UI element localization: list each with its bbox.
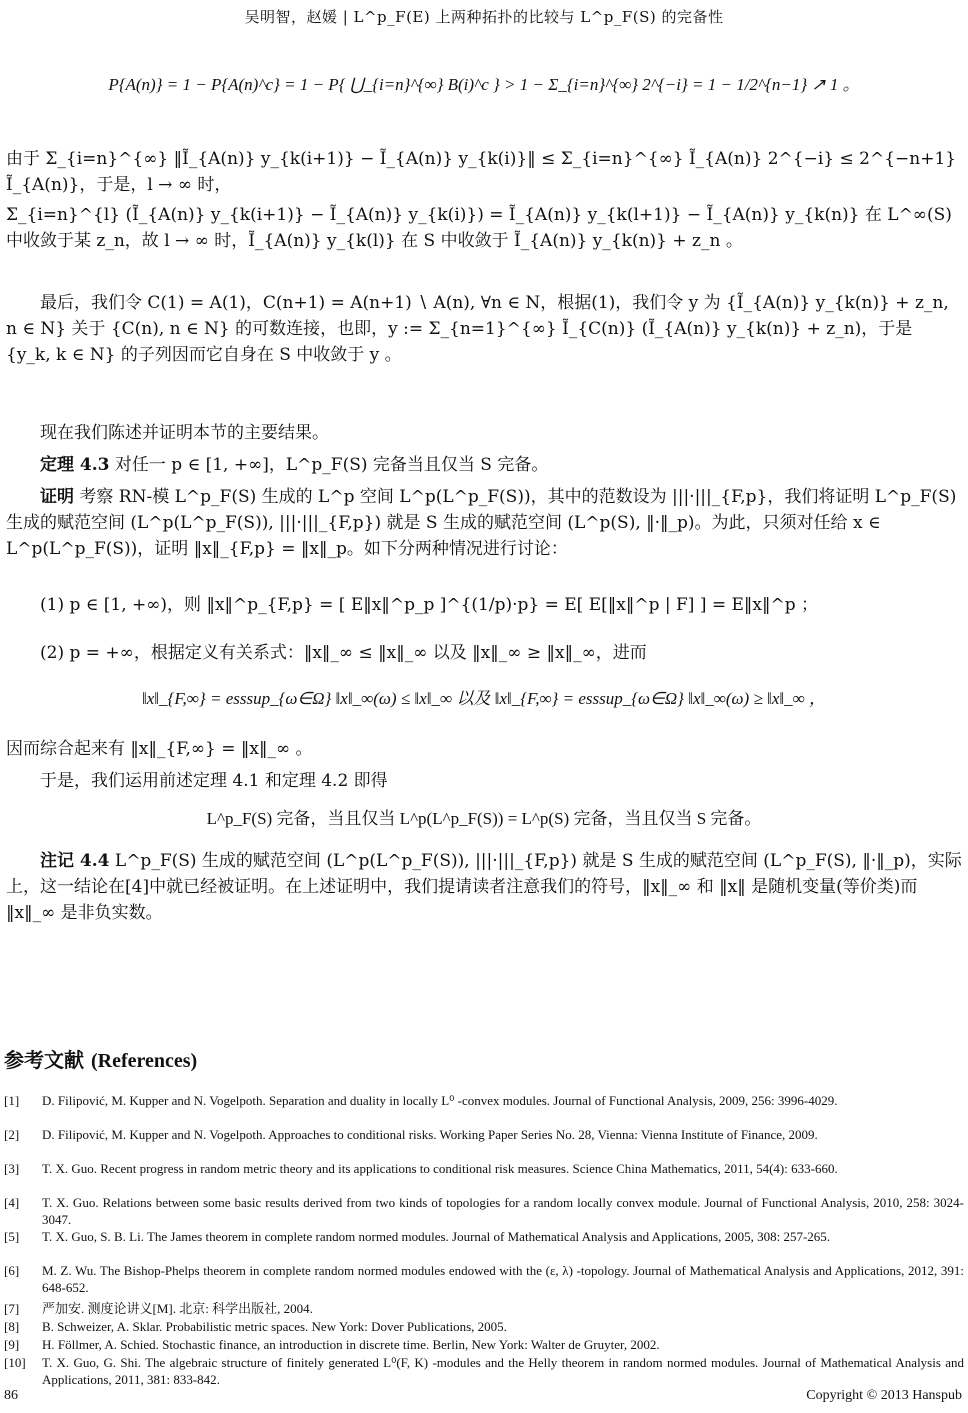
reference-number: [8] [4,1319,20,1334]
reference-item [4,1354,964,1388]
paragraph-intro-main-result: 现在我们陈述并证明本节的主要结果。 [40,423,329,443]
equation-esssup: ‖x‖_{F,∞} = esssup_{ω∈Ω} ‖x‖_∞(ω) ≤ ‖x‖_∞ 以及 ‖x‖_{F,∞} = esssup_{ω∈Ω} ‖x‖_∞(ω) ≥ ‖x‖_∞ ， [141,689,827,708]
reference-number: [1] [4,1093,20,1108]
reference-item [4,1092,964,1109]
remark-4-4 [6,848,962,926]
theorem-text: 对任一 p ∈ [1, +∞]，L^p_F(S) 完备当且仅当 S 完备。 [109,455,549,475]
proof-label: 证明 [40,487,74,507]
paragraph-apply-theorems: 于是，我们运用前述定理 4.1 和定理 4.2 即得 [40,771,388,791]
reference-number: [6] [4,1263,20,1278]
reference-item [4,1318,964,1335]
equation-probability: P{A(n)} = 1 − P{A(n)^c} = 1 − P{ ⋃_{i=n}^{∞} B(i)^c } > 1 − Σ_{i=n}^{∞} 2^{−i} = 1 − 1/2^{n−1} ↗ 1 。 [108,75,860,94]
reference-number: [3] [4,1161,20,1176]
paragraph-series-bound: 由于 Σ_{i=n}^{∞} ‖Ĩ_{A(n)} y_{k(i+1)} − Ĩ_{A(n)} y_{k(i)}‖ ≤ Σ_{i=n}^{∞} Ĩ_{A(n)} 2^{−i} ≤ 2^{−n+1} Ĩ_{A(n)}，于是，l → ∞ 时， [6,149,957,195]
reference-text: D. Filipović, M. Kupper and N. Vogelpoth. Separation and duality in locally L⁰ -convex modules. Journal of Functional Analysis, 2009, 256: 3996-4029. [42,1093,838,1108]
reference-text: T. X. Guo. Relations between some basic results derived from two kinds of topologies for a random locally convex module. Journal of Functional Analysis, 2010, 258: 3024-3047. [42,1195,964,1227]
reference-item [4,1160,964,1177]
case-1: (1) p ∈ [1, +∞)，则 ‖x‖^p_{F,p} = [ E‖x‖^p_p ]^{(1/p)·p} = E[ E[‖x‖^p | F] ] = E‖x‖^p ； [40,595,819,615]
reference-text: T. X. Guo. Recent progress in random metric theory and its applications to conditional risk measures. Science China Mathematics, 2011, 54(4): 633-660. [42,1161,838,1176]
remark-label: 注记 4.4 [40,851,110,871]
reference-number: [9] [4,1337,20,1352]
paragraph-convergence: Σ_{i=n}^{l} (Ĩ_{A(n)} y_{k(i+1)} − Ĩ_{A(n)} y_{k(i)}) = Ĩ_{A(n)} y_{k(l+1)} − Ĩ_{A(n)} y_{k(n)} 在 L^∞(S) 中收敛于某 z_n，故 l → ∞ 时，Ĩ_{A(n)} y_{k(l)} 在 S 中收敛于 Ĩ_{A(n)} y_{k(n)} + z_n 。 [6,205,952,251]
proof-text: 考察 RN-模 L^p_F(S) 生成的 L^p 空间 L^p(L^p_F(S))，其中的范数设为 |||·|||_{F,p}，我们将证明 L^p_F(S) 生成的赋范空间 (L^p(L^p_F(S)), |||·|||_{F,p}) 就是 S 生成的赋范空间 (L^p(S), ‖·‖_p)。为此，只须对任给 x ∈ L^p(L^p_F(S))，证明 ‖x‖_{F,p} = ‖x‖_p。如下分两种情况进行讨论： [6,487,957,559]
copyright-notice: Copyright © 2013 Hanspub [806,1388,962,1403]
references-heading-en: (References) [90,1050,198,1072]
reference-number: [5] [4,1229,20,1244]
equation-completeness: L^p_F(S) 完备，当且仅当 L^p(L^p_F(S)) = L^p(S) 完备，当且仅当 S 完备。 [206,809,762,828]
references-heading [4,1044,197,1073]
reference-number: [10] [4,1355,26,1370]
paragraph-countable-concatenation: 最后，我们令 C(1) = A(1)，C(n+1) = A(n+1) ∖ A(n), ∀n ∈ N，根据(1)，我们令 y 为 {Ĩ_{A(n)} y_{k(n)} + z_n, n ∈ N} 关于 {C(n), n ∈ N} 的可数连接，也即，y := Σ_{n=1}^{∞} Ĩ_{C(n)} (Ĩ_{A(n)} y_{k(n)} + z_n)，于是 {y_k, k ∈ N} 的子列因而它自身在 S 中收敛于 y 。 [6,293,949,365]
reference-number: [2] [4,1127,20,1142]
reference-number: [4] [4,1195,20,1210]
case-2: (2) p = +∞，根据定义有关系式：‖x‖_∞ ≤ ‖x‖_∞ 以及 ‖x‖_∞ ≥ ‖x‖_∞，进而 [40,643,647,663]
references-heading-cn: 参考文献 [4,1048,84,1072]
reference-text: T. X. Guo, G. Shi. The algebraic structure of finitely generated L⁰(F, K) -modules and the Helly theorem in random normed modules. Journal of Mathematical Analysis and Applications, 2011, 381: 833-842. [42,1355,964,1387]
theorem-label: 定理 4.3 [40,455,110,475]
running-header: 吴明智，赵媛 | L^p_F(E) 上两种拓扑的比较与 L^p_F(S) 的完备性 [244,8,724,26]
reference-item [4,1336,964,1353]
reference-item [4,1126,964,1143]
proof-paragraph [6,484,962,562]
theorem-4-3 [6,452,962,478]
reference-text: T. X. Guo, S. B. Li. The James theorem in complete random normed modules. Journal of Mathematical Analysis and Applications, 2005, 308: 257-265. [42,1229,831,1244]
reference-item [4,1262,964,1296]
reference-text: M. Z. Wu. The Bishop-Phelps theorem in complete random normed modules endowed with the (ε, λ) -topology. Journal of Mathematical Analysis and Applications, 2012, 391: 648-652. [42,1263,964,1295]
remark-text: L^p_F(S) 生成的赋范空间 (L^p(L^p_F(S)), |||·|||_{F,p}) 就是 S 生成的赋范空间 (L^p_F(S), ‖·‖_p)，实际上，这一结论在[4]中就已经被证明。在上述证明中，我们提请读者注意我们的符号，‖x‖_∞ 和 ‖x‖ 是随机变量(等价类)而 ‖x‖_∞ 是非负实数。 [6,851,962,923]
reference-text: 严加安. 测度论讲义[M]. 北京: 科学出版社, 2004. [42,1301,313,1316]
reference-text: B. Schweizer, A. Sklar. Probabilistic metric spaces. New York: Dover Publications, 2005. [42,1319,507,1334]
paragraph-combined: 因而综合起来有 ‖x‖_{F,∞} = ‖x‖_∞ 。 [6,739,313,759]
reference-item [4,1228,964,1245]
page-number: 86 [4,1388,18,1403]
reference-item [4,1300,964,1317]
reference-number: [7] [4,1301,20,1316]
reference-text: D. Filipović, M. Kupper and N. Vogelpoth. Approaches to conditional risks. Working Paper Series No. 28, Vienna: Vienna Institute of Finance, 2009. [42,1127,818,1142]
reference-item [4,1194,964,1228]
reference-text: H. Föllmer, A. Schied. Stochastic finance, an introduction in discrete time. Berlin, New York: Walter de Gruyter, 2002. [42,1337,660,1352]
